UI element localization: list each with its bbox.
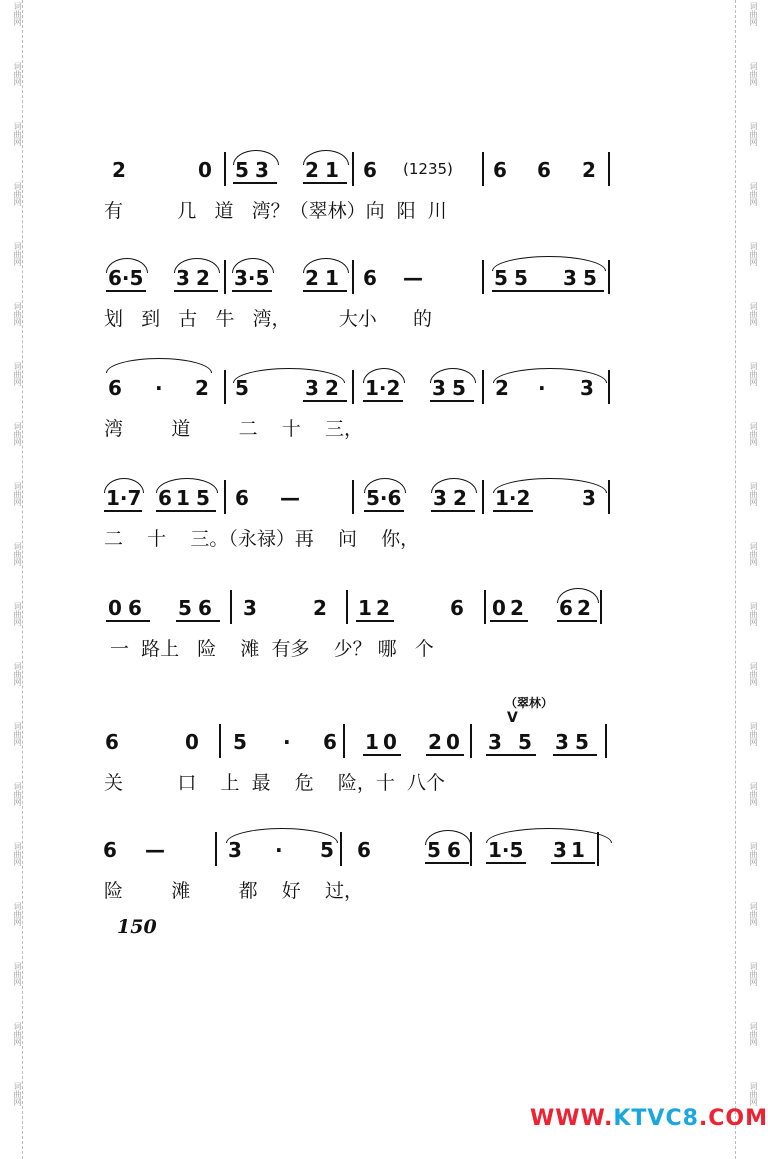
note: 0 — [185, 730, 199, 754]
notation-row — [100, 722, 616, 762]
note: — — [280, 486, 300, 510]
note: 6 — [198, 596, 212, 620]
watermark-text: 词曲网 — [749, 2, 758, 26]
note: 2 — [510, 596, 524, 620]
barline — [482, 370, 484, 404]
watermark-text: 词曲网 — [13, 122, 22, 146]
note: 2 — [495, 376, 509, 400]
watermark-text: 词曲网 — [749, 482, 758, 506]
barline — [484, 590, 486, 624]
notation-row — [100, 588, 616, 628]
note: 3 — [488, 730, 502, 754]
watermark-text: 词曲网 — [13, 302, 22, 326]
watermark-text: 词曲网 — [749, 362, 758, 386]
watermark-text: 词曲网 — [749, 782, 758, 806]
barline — [340, 832, 342, 866]
note: 5 — [235, 376, 249, 400]
note: 3 — [555, 730, 569, 754]
note: 5 — [196, 486, 210, 510]
note: · — [155, 376, 163, 400]
watermark-text: 词曲网 — [13, 542, 22, 566]
lyric-line: 一 路上 险 滩 有多 少？ 哪 个 — [104, 638, 434, 660]
note: 2 — [195, 376, 209, 400]
note: 3·5 — [234, 266, 270, 290]
beat-underline — [490, 620, 528, 622]
barline — [608, 152, 610, 186]
right-watermark-strip — [735, 0, 760, 1159]
note: 0 — [108, 596, 122, 620]
note: 1·2 — [495, 486, 531, 510]
note: 5 — [514, 266, 528, 290]
barline — [224, 480, 226, 514]
site-logo-part: WWW. — [530, 1106, 614, 1131]
breath-mark: V — [507, 710, 518, 726]
note: 5 — [452, 376, 466, 400]
note: 3 — [255, 158, 269, 182]
note: 5 — [494, 266, 508, 290]
note: 1·2 — [365, 376, 401, 400]
note: 6 — [493, 158, 507, 182]
lyric-line: 关 口 上 最 危 险，十 八个 — [104, 772, 445, 794]
note: 3 — [176, 266, 190, 290]
score-system — [100, 258, 616, 338]
note: 1·7 — [106, 486, 142, 510]
note: 1 — [325, 266, 339, 290]
note: 6 — [450, 596, 464, 620]
slur-mark — [106, 358, 212, 373]
note: 6 — [103, 838, 117, 862]
barline — [352, 260, 354, 294]
watermark-text: 词曲网 — [13, 602, 22, 626]
cue-label: （翠林） — [505, 696, 554, 710]
watermark-text: 词曲网 — [749, 122, 758, 146]
beat-underline — [557, 620, 597, 622]
note: 3 — [553, 838, 567, 862]
note: 3 — [243, 596, 257, 620]
watermark-text: 词曲网 — [749, 662, 758, 686]
lyric-line: 有 几 道 湾？（翠林）向 阳 川 — [104, 200, 447, 222]
barline — [224, 370, 226, 404]
note: · — [538, 376, 546, 400]
note: 6 — [363, 158, 377, 182]
watermark-text: 词曲网 — [749, 1022, 758, 1046]
barline — [352, 152, 354, 186]
note: 2 — [305, 158, 319, 182]
note: 2 — [313, 596, 327, 620]
note: 2 — [376, 596, 390, 620]
note: 2 — [428, 730, 442, 754]
watermark-text: 词曲网 — [13, 482, 22, 506]
barline — [470, 724, 472, 758]
note: 6 — [537, 158, 551, 182]
watermark-text: 词曲网 — [749, 842, 758, 866]
note: 2 — [453, 486, 467, 510]
watermark-text: 词曲网 — [13, 422, 22, 446]
beat-underline — [364, 510, 404, 512]
beat-underline — [303, 182, 347, 184]
beat-underline — [104, 510, 142, 512]
barline — [608, 480, 610, 514]
note: 1 — [176, 486, 190, 510]
note: 1 — [571, 838, 585, 862]
note: 0 — [492, 596, 506, 620]
beat-underline — [553, 754, 597, 756]
barline — [352, 480, 354, 514]
watermark-text: 词曲网 — [13, 362, 22, 386]
barline — [346, 590, 348, 624]
score-system — [100, 830, 616, 910]
note: 6 — [105, 730, 119, 754]
beat-underline — [363, 754, 401, 756]
barline — [343, 724, 345, 758]
watermark-text: 词曲网 — [749, 962, 758, 986]
note: 6 — [158, 486, 172, 510]
note: (1235) — [403, 160, 453, 178]
note: — — [145, 838, 165, 862]
watermark-text: 词曲网 — [13, 182, 22, 206]
note: 3 — [228, 838, 242, 862]
beat-underline — [426, 754, 464, 756]
lyric-line: 二 十 三。（永禄）再 问 你， — [104, 528, 420, 550]
watermark-text: 词曲网 — [13, 902, 22, 926]
barline — [215, 832, 217, 866]
watermark-text: 词曲网 — [13, 2, 22, 26]
note: 6 — [235, 486, 249, 510]
watermark-text: 词曲网 — [13, 62, 22, 86]
note: 3 — [582, 486, 596, 510]
barline — [470, 832, 472, 866]
note: 5 — [233, 730, 247, 754]
note: 2 — [577, 596, 591, 620]
lyric-line: 险 滩 都 好 过， — [104, 880, 363, 902]
site-logo — [530, 1106, 768, 1131]
watermark-text: 词曲网 — [13, 842, 22, 866]
watermark-text: 词曲网 — [749, 542, 758, 566]
barline — [230, 590, 232, 624]
note: 5 — [583, 266, 597, 290]
beat-underline — [431, 510, 475, 512]
watermark-text: 词曲网 — [749, 242, 758, 266]
watermark-text: 词曲网 — [749, 62, 758, 86]
note: 2 — [582, 158, 596, 182]
note: 3 — [305, 376, 319, 400]
watermark-text: 词曲网 — [749, 602, 758, 626]
site-logo-part: KTVC8 — [613, 1106, 699, 1131]
note: 6·5 — [108, 266, 144, 290]
watermark-text: 词曲网 — [749, 422, 758, 446]
watermark-text: 词曲网 — [749, 902, 758, 926]
note: 0 — [198, 158, 212, 182]
note: 5 — [235, 158, 249, 182]
note: 6 — [128, 596, 142, 620]
note: — — [403, 266, 423, 290]
note: 6 — [323, 730, 337, 754]
note: 2 — [325, 376, 339, 400]
beat-underline — [106, 290, 146, 292]
score-system — [100, 588, 616, 668]
note: 3 — [580, 376, 594, 400]
note: 3 — [432, 376, 446, 400]
beat-underline — [492, 290, 604, 292]
beat-underline — [425, 862, 469, 864]
note: 5 — [518, 730, 532, 754]
note: 6 — [357, 838, 371, 862]
note: 1 — [325, 158, 339, 182]
notation-row — [100, 150, 616, 190]
beat-underline — [303, 400, 347, 402]
score-system — [100, 150, 616, 230]
beat-underline — [486, 862, 526, 864]
watermark-text: 词曲网 — [749, 1082, 758, 1106]
beat-underline — [430, 400, 474, 402]
note: 0 — [383, 730, 397, 754]
watermark-text: 词曲网 — [13, 722, 22, 746]
note: 5 — [427, 838, 441, 862]
barline — [600, 590, 602, 624]
beat-underline — [106, 620, 150, 622]
note: 6 — [559, 596, 573, 620]
beat-underline — [486, 754, 536, 756]
beat-underline — [233, 182, 277, 184]
beat-underline — [232, 290, 272, 292]
watermark-text: 词曲网 — [13, 662, 22, 686]
beat-underline — [551, 862, 595, 864]
watermark-text: 词曲网 — [749, 182, 758, 206]
note: · — [283, 730, 291, 754]
note: 1 — [358, 596, 372, 620]
note: 3 — [563, 266, 577, 290]
score-system — [100, 368, 616, 448]
barline — [482, 480, 484, 514]
barline — [608, 370, 610, 404]
note: 1·5 — [488, 838, 524, 862]
score-system — [100, 478, 616, 558]
note: 5 — [178, 596, 192, 620]
watermark-text: 词曲网 — [13, 242, 22, 266]
note: 5 — [575, 730, 589, 754]
note: 6 — [363, 266, 377, 290]
beat-underline — [176, 620, 220, 622]
note: 2 — [305, 266, 319, 290]
beat-underline — [174, 290, 218, 292]
barline — [482, 152, 484, 186]
score-system — [100, 722, 616, 802]
barline — [219, 724, 221, 758]
note: 2 — [112, 158, 126, 182]
beat-underline — [363, 400, 403, 402]
beat-underline — [156, 510, 216, 512]
note: 5·6 — [366, 486, 402, 510]
barline — [482, 260, 484, 294]
watermark-text: 词曲网 — [749, 722, 758, 746]
watermark-text: 词曲网 — [749, 302, 758, 326]
barline — [224, 260, 226, 294]
beat-underline — [356, 620, 394, 622]
barline — [605, 724, 607, 758]
watermark-text: 词曲网 — [13, 1022, 22, 1046]
barline — [608, 260, 610, 294]
note: 2 — [196, 266, 210, 290]
lyric-line: 划 到 古 牛 湾， 大小 的 — [104, 308, 433, 330]
page-number: 150 — [117, 916, 157, 938]
note: 1 — [365, 730, 379, 754]
left-watermark-strip — [0, 0, 23, 1159]
note: 5 — [320, 838, 334, 862]
lyric-line: 湾 道 二 十 三， — [104, 418, 363, 440]
barline — [224, 152, 226, 186]
watermark-text: 词曲网 — [13, 962, 22, 986]
watermark-text: 词曲网 — [13, 782, 22, 806]
beat-underline — [303, 290, 347, 292]
note: 0 — [446, 730, 460, 754]
note: 6 — [447, 838, 461, 862]
site-logo-part: .COM — [698, 1106, 768, 1131]
note: 3 — [433, 486, 447, 510]
barline — [352, 370, 354, 404]
note: 6 — [108, 376, 122, 400]
beat-underline — [493, 510, 533, 512]
watermark-text: 词曲网 — [13, 1082, 22, 1106]
note: · — [275, 838, 283, 862]
